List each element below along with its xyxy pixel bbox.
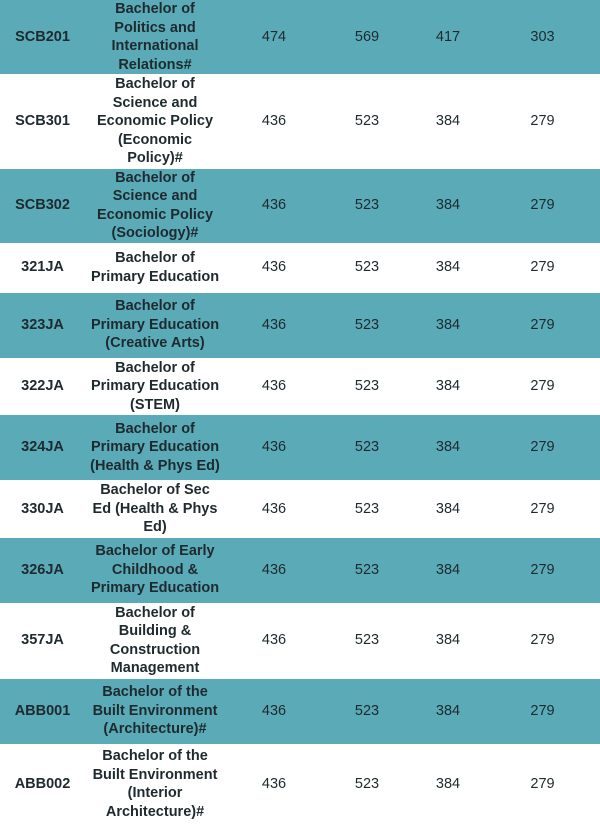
score-value: 384 [411, 415, 485, 481]
course-code: SCB301 [0, 75, 85, 169]
course-name: Bachelor of Early Childhood & Primary Education [85, 538, 225, 604]
course-name: Bachelor of Primary Education (Creative Arts) [85, 293, 225, 359]
course-name: Bachelor of the Built Environment (Architecture)# [85, 679, 225, 745]
score-value: 279 [485, 745, 600, 825]
score-value: 436 [225, 679, 323, 745]
score-value: 384 [411, 604, 485, 679]
course-code: 326JA [0, 538, 85, 604]
score-value: 303 [485, 0, 600, 75]
table-row [0, 359, 600, 416]
course-code: 322JA [0, 359, 85, 416]
table-row [0, 244, 600, 293]
course-name: Bachelor of the Built Environment (Interior Architecture)# [85, 745, 225, 825]
score-value: 279 [485, 481, 600, 538]
course-code: 330JA [0, 481, 85, 538]
score-value: 436 [225, 415, 323, 481]
course-code: SCB201 [0, 0, 85, 75]
score-value: 279 [485, 604, 600, 679]
score-value: 279 [485, 679, 600, 745]
score-value: 523 [323, 745, 411, 825]
course-code: 321JA [0, 244, 85, 293]
score-value: 384 [411, 244, 485, 293]
score-value: 436 [225, 293, 323, 359]
score-value: 417 [411, 0, 485, 75]
course-name: Bachelor of Science and Economic Policy (Sociology)# [85, 169, 225, 244]
score-value: 279 [485, 538, 600, 604]
score-value: 279 [485, 244, 600, 293]
score-value: 436 [225, 75, 323, 169]
course-name: Bachelor of Primary Education (Health & Phys Ed) [85, 415, 225, 481]
score-value: 523 [323, 75, 411, 169]
table-row [0, 679, 600, 745]
score-value: 436 [225, 481, 323, 538]
score-value: 279 [485, 415, 600, 481]
table-row [0, 0, 600, 75]
score-value: 279 [485, 169, 600, 244]
score-value: 279 [485, 75, 600, 169]
course-code: 357JA [0, 604, 85, 679]
course-code: 324JA [0, 415, 85, 481]
score-value: 523 [323, 538, 411, 604]
course-code: ABB002 [0, 745, 85, 825]
score-value: 436 [225, 538, 323, 604]
score-value: 523 [323, 244, 411, 293]
course-name: Bachelor of Primary Education [85, 244, 225, 293]
score-value: 279 [485, 359, 600, 416]
score-value: 384 [411, 293, 485, 359]
table-row [0, 481, 600, 538]
table-row [0, 75, 600, 169]
course-code: 323JA [0, 293, 85, 359]
score-value: 523 [323, 604, 411, 679]
score-value: 384 [411, 679, 485, 745]
score-value: 384 [411, 359, 485, 416]
course-name: Bachelor of Primary Education (STEM) [85, 359, 225, 416]
score-value: 474 [225, 0, 323, 75]
score-value: 436 [225, 244, 323, 293]
table-row [0, 169, 600, 244]
course-name: Bachelor of Science and Economic Policy (Economic Policy)# [85, 75, 225, 169]
score-value: 436 [225, 604, 323, 679]
table-row [0, 745, 600, 825]
score-value: 523 [323, 679, 411, 745]
table-row [0, 538, 600, 604]
score-value: 436 [225, 169, 323, 244]
score-value: 523 [323, 481, 411, 538]
score-value: 384 [411, 75, 485, 169]
score-value: 384 [411, 745, 485, 825]
score-value: 436 [225, 745, 323, 825]
score-value: 523 [323, 359, 411, 416]
score-value: 569 [323, 0, 411, 75]
score-value: 384 [411, 538, 485, 604]
score-value: 384 [411, 481, 485, 538]
course-name: Bachelor of Politics and International Relations# [85, 0, 225, 75]
course-code: SCB302 [0, 169, 85, 244]
table-row [0, 604, 600, 679]
table-row [0, 415, 600, 481]
score-value: 523 [323, 169, 411, 244]
score-value: 279 [485, 293, 600, 359]
score-value: 523 [323, 293, 411, 359]
score-value: 436 [225, 359, 323, 416]
course-name: Bachelor of Building & Construction Management [85, 604, 225, 679]
score-value: 523 [323, 415, 411, 481]
score-value: 384 [411, 169, 485, 244]
course-code: ABB001 [0, 679, 85, 745]
table-row [0, 293, 600, 359]
course-name: Bachelor of Sec Ed (Health & Phys Ed) [85, 481, 225, 538]
